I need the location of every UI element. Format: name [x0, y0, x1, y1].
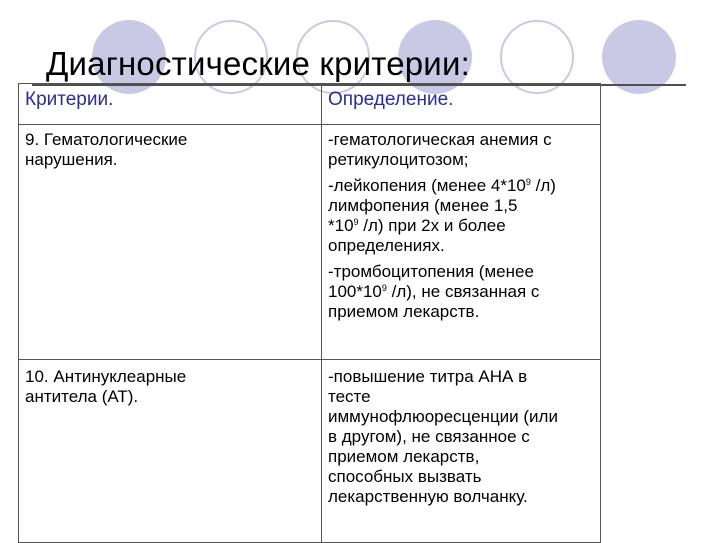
- criterion-cell: [19, 125, 322, 360]
- definition-line: лекарственную волчанку.: [328, 487, 528, 506]
- definition-line: лимфопения (менее 1,5: [328, 196, 518, 215]
- definition-paragraph: [328, 367, 594, 507]
- circle-filled-3: [602, 20, 676, 94]
- definition-paragraph: [328, 130, 594, 170]
- definition-line: тесте: [328, 387, 371, 406]
- table-row: [19, 125, 601, 360]
- header-definition: Определение.: [322, 84, 601, 125]
- header-criteria: Критерии.: [19, 84, 322, 125]
- definition-cell: [322, 360, 601, 543]
- definition-line: приемом лекарств,: [328, 447, 480, 466]
- definition-line: в другом), не связанное с: [328, 427, 530, 446]
- criterion-line: 10. Антинуклеарные: [25, 367, 187, 386]
- definition-line: иммунофлюоресценции (или: [328, 407, 558, 426]
- definition-cell: [322, 125, 601, 360]
- table-row: [19, 360, 601, 543]
- criterion-cell: [19, 360, 322, 543]
- definition-line: способных вызвать: [328, 467, 482, 486]
- definition-line: определениях.: [328, 236, 445, 255]
- definition-line: -гематологическая анемия с: [328, 130, 552, 149]
- definition-line: -лейкопения (менее $4*10^9$ /л): [328, 176, 556, 195]
- criteria-table: [18, 83, 601, 543]
- definition-line: -повышение титра АНА в: [328, 367, 528, 386]
- definition-paragraph: [328, 176, 594, 256]
- criterion-line: антитела (АТ).: [25, 387, 139, 406]
- definition-line: приемом лекарств.: [328, 302, 480, 321]
- definition-line: $*10^9$ /л) при 2х и более: [328, 216, 506, 235]
- criterion-line: нарушения.: [25, 150, 118, 169]
- criterion-line: 9. Гематологические: [25, 130, 188, 149]
- definition-line: ретикулоцитозом;: [328, 150, 469, 169]
- definition-paragraph: [328, 262, 594, 322]
- definition-line: -тромбоцитопения (менее: [328, 262, 534, 281]
- table-header-row: [19, 84, 601, 125]
- slide-title: Диагностические критерии:: [46, 45, 470, 82]
- definition-line: $100*10^9$ /л), не связанная с: [328, 282, 540, 301]
